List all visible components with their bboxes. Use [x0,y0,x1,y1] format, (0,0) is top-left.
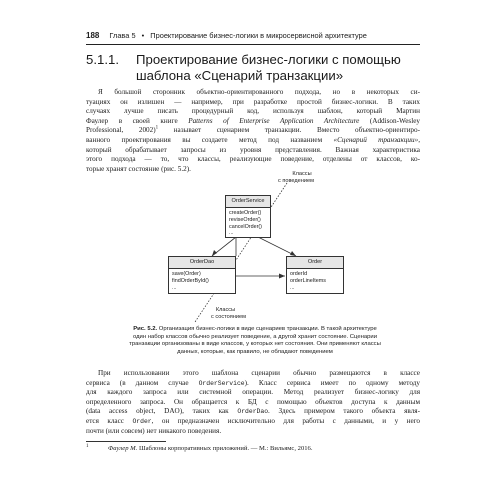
section-title-line2: шаблона «Сценарий транзакции» [136,68,344,83]
label-state-classes [205,307,246,321]
text-span: , [418,135,421,144]
arrowhead-dao-order [279,274,285,279]
class-title: OrderDao [169,257,235,269]
footnote-author: Фаулер М. [108,445,138,452]
label-line: с состоянием [211,314,246,320]
class-box-orderdao [168,256,236,294]
text-span: ). Класс сервиса имеет по одному методу [244,378,420,387]
text-line [86,407,420,417]
text-line: который обрабатывает запросы из уровня представления. Важная характеристика [86,145,420,154]
footnote-text: Шаблоны корпоративных приложений. — М.: Вильямс, 2016. [137,445,313,452]
text-line: торые хранят состояние (рис. 5.2). [86,164,191,173]
text-line: Я большой сторонник объектно-ориентированного подхода, но в некоторых си- [98,88,420,96]
class-methods [226,208,270,237]
label-line: с поведением [278,178,314,184]
field: orderId [290,271,308,277]
method: cancelOrder() [229,223,262,230]
caption-label: Рис. 5.2. [133,326,158,332]
field: ... [290,284,295,291]
term-italic: «Сценарий транзакции» [333,135,419,144]
text-line: случаях лучше писать процедурный код, используя шаблон, который Мартин [86,107,420,116]
text-line: этого подхода — то, что классы, реализующие поведение, отделены от классов, ко- [86,155,420,164]
text-span: Фаулер в своей книге [86,116,189,125]
field: orderLineItems [290,277,326,284]
label-line: Классы [215,307,236,313]
text-line: для каждого запроса или системной операции. Метод реализует бизнес-логику для [86,388,420,397]
method: ... [229,230,234,237]
text-line [86,417,420,427]
header-bullet: • [141,31,145,40]
footnote-rule [86,441,166,442]
chapter-title: Проектирование бизнес-логики в микросервисной архитектуре [150,31,367,40]
footnote-ref: 1 [155,125,159,131]
text-line: При использовании этого шаблона сценарии обычно размещаются в классе [98,369,420,377]
book-title-italic: Patterns of Enterprise Application Architecture [188,116,360,125]
text-span: ется класс [86,416,133,425]
text-span: (data access object, DAO), таких как [86,407,238,416]
text-span: называет сценарием транзакции. Вместо объектно-ориентиро- [158,126,420,135]
class-methods [169,269,235,291]
class-title: OrderService [226,196,270,208]
caption-line: один набор классов обычно реализует поведение, а другой хранит состояние. Сценарии [132,333,378,340]
class-title: Order [287,257,343,269]
code-span: OrderService [198,379,245,387]
class-fields [287,269,343,291]
caption-line: Организация бизнес-логики в виде сценариев транзакции. В такой архитектуре [158,326,377,332]
text-span: сервиса (в данном случае [86,378,199,387]
method: reviseOrder() [229,216,261,223]
text-line [86,379,420,389]
method: save(Order) [172,271,201,277]
section-number: 5.1.1. [86,52,119,67]
text-span: ванного проектирования вы создаете метод под названием [86,135,334,144]
label-behavior-classes [278,171,314,185]
association-line-order [258,237,296,256]
chapter-label: Глава 5 [109,31,136,40]
label-line: Классы [292,171,312,177]
text-span: (Addison-Wesley [359,116,420,125]
footnote: 1 Фаулер М. Шаблоны корпоративных приложений. — М.: Вильямс, 2016. [86,443,313,452]
paragraph-service [86,369,420,436]
class-box-orderservice [225,195,271,238]
method: findOrderById() [172,277,209,284]
code-span: Order [132,417,152,425]
code-span: OrderDao [237,408,269,416]
page-number: 188 [86,31,100,40]
method: ... [172,284,177,291]
text-line: туациях он излишен — например, при разработке простой бизнес-логики. В таких [86,97,420,106]
text-span: . Здесь примером такого объекта явля- [268,407,420,416]
text-line: почти (или совсем) нет никакого поведения. [86,426,222,435]
text-span: , он предназначен исключительно для работы с данными, и у него [151,416,420,425]
method: createOrder() [229,210,262,216]
class-box-order [286,256,344,294]
text-span: Professional, 2002) [86,126,156,135]
text-line: определенного запроса. Он обращается к БД с помощью объектов доступа к данным [86,397,420,406]
figure-caption [110,326,400,356]
caption-line: транзакции организованы в виде классов, у которых нет состояния. Они применяют классы [129,341,381,348]
caption-line: данных, которые, как правило, не обладают поведением [177,348,333,355]
section-title-line1: Проектирование бизнес-логики с помощью [136,52,401,67]
